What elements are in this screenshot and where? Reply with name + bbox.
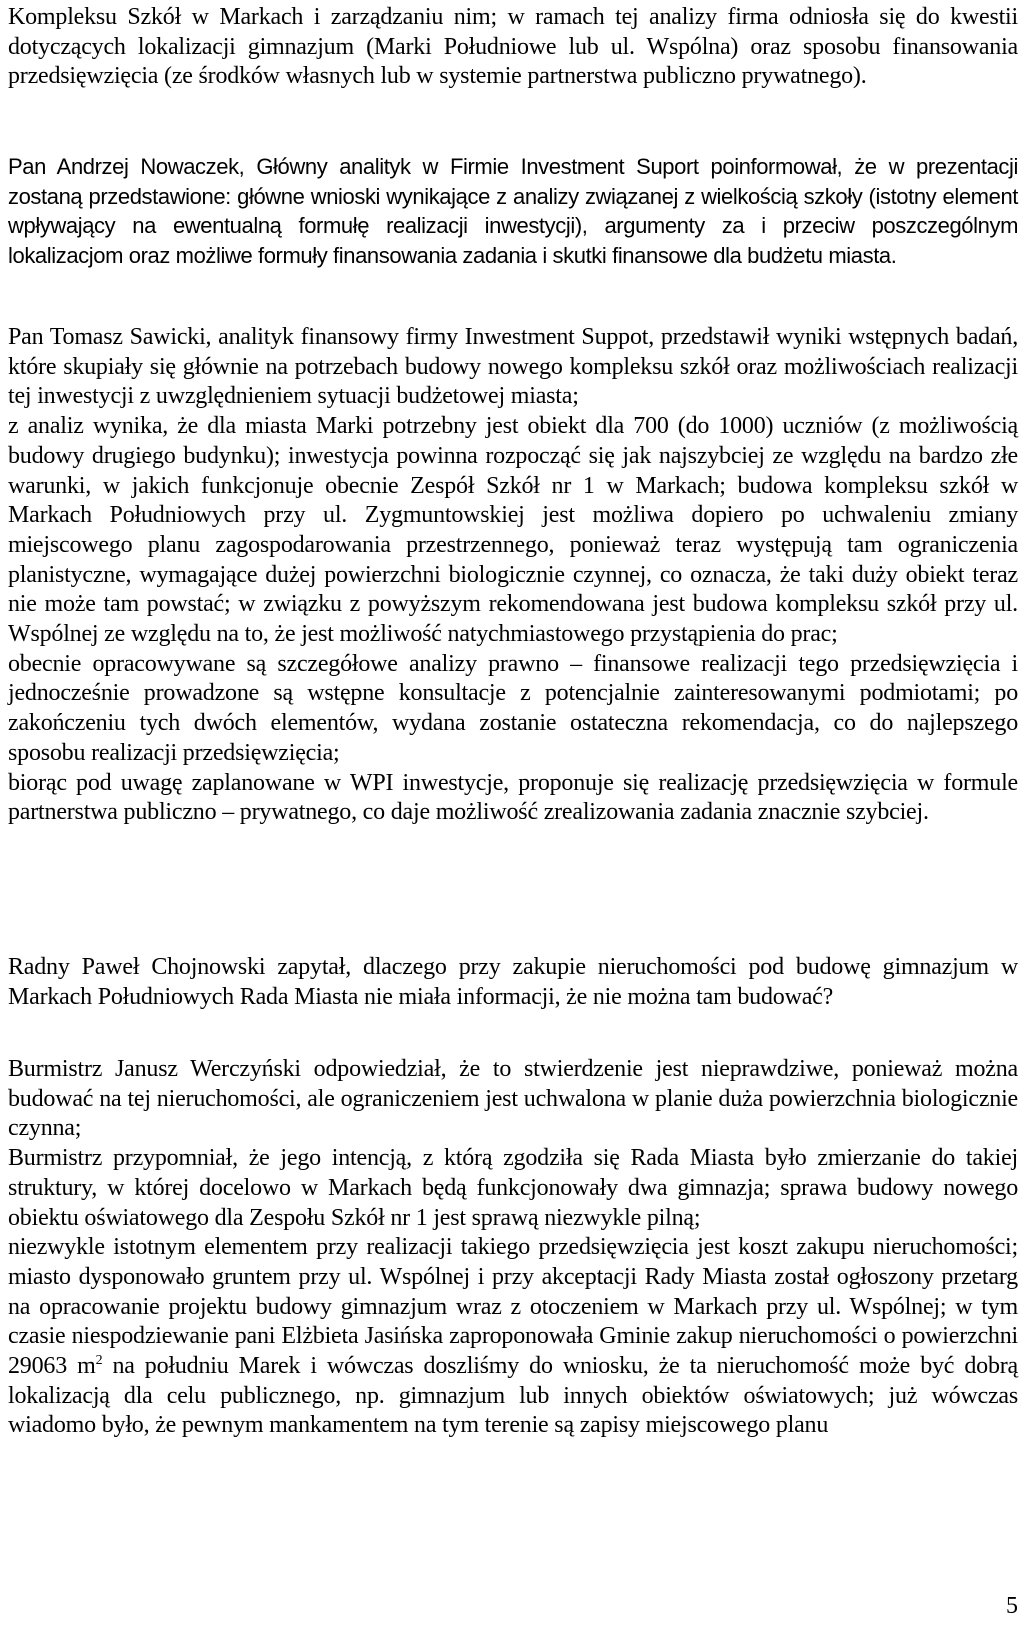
sawicki-line: obecnie opracowywane są szczegółowe analizy prawno – finansowe realizacji tego przedsięwzięcia i jednocześnie prowadzone są wstępne konsultacje z potencjalnie zainteresowanymi podmiotami; po zakończeniu tych dwóch elementów, wydana zostanie ostateczna rekomendacja, co do najlepszego sposobu realizacji przedsięwzięcia; [8,650,1018,766]
paragraph-sawicki [8,323,1018,828]
page-number: 5 [1006,1593,1018,1619]
burmistrz-line [8,1233,1018,1441]
sawicki-line: biorąc pod uwagę zaplanowane w WPI inwestycje, proponuje się realizację przedsięwzięcia w formule partnerstwa publiczno – prywatnego, co daje możliwość zrealizowania zadania znacznie szybciej. [8,769,1018,826]
sawicki-line: Pan Tomasz Sawicki, analityk finansowy firmy Inwestment Suppot, przedstawił wyniki wstępnych badań, które skupiały się głównie na potrzebach budowy nowego kompleksu szkół oraz możliwościach realizacji tej inwestycji z uwzględnieniem sytuacji budżetowej miasta; [8,324,1018,410]
paragraph-burmistrz [8,1055,1018,1441]
burmistrz-line: Burmistrz Janusz Werczyński odpowiedział, że to stwierdzenie jest nieprawdziwe, ponieważ można budować na tej nieruchomości, ale ograniczeniem jest uchwalona w planie duża powierzchnia biologicznie czynna; [8,1056,1018,1142]
paragraph-chojnowski: Radny Paweł Chojnowski zapytał, dlaczego przy zakupie nieruchomości pod budowę gimnazjum w Markach Południowych Rada Miasta nie miała informacji, że nie można tam budować? [8,954,1018,1010]
paragraph-nowaczek: Pan Andrzej Nowaczek, Główny analityk w Firmie Investment Suport poinformował, że w prezentacji zostaną przedstawione: główne wnioski wynikające z analizy związanej z wielkością szkoły (istotny element wpływający na ewentualną formułę realizacji inwestycji), argumenty za i przeciw poszczególnym lokalizacjom oraz możliwe formuły finansowania zadania i skutki finansowe dla budżetu miasta. [8,154,1018,268]
burmistrz-line: Burmistrz przypomniał, że jego intencją, z którą zgodziła się Rada Miasta było zmierzanie do takiej struktury, w której docelowo w Markach będą funkcjonowały dwa gimnazja; sprawa budowy nowego obiektu oświatowego dla Zespołu Szkół nr 1 jest sprawą niezwykle pilną; [8,1145,1018,1231]
burmistrz-text-part: niezwykle istotnym elementem przy realizacji takiego przedsięwzięcia jest koszt zakupu nieruchomości; miasto dysponowało gruntem przy ul. Wspólnej i przy akceptacji Rady Miasta został ogłoszony przetarg na opracowanie projektu budowy gimnazjum wraz z otoczeniem w Markach przy ul. Wspólnej; w tym czasie niespodziewanie pani Elżbieta Jasińska zaproponowała Gminie zakup nieruchomości o powierzchni 29063 m [8,1234,1018,1380]
superscript-two: 2 [95,1353,103,1369]
paragraph-intro: Kompleksu Szkół w Markach i zarządzaniu nim; w ramach tej analizy firma odniosła się do kwestii dotyczących lokalizacji gimnazjum (Marki Południowe lub ul. Wspólna) oraz sposobu finansowania przedsięwzięcia (ze środków własnych lub w systemie partnerstwa publiczno prywatnego). [8,4,1018,90]
burmistrz-text-part: na południu Marek i wówczas doszliśmy do wniosku, że ta nieruchomość może być dobrą lokalizacją dla celu publicznego, np. gimnazjum lub innych obiektów oświatowych; już wówczas wiadomo było, że pewnym mankamentem na tym terenie są zapisy miejscowego planu [8,1353,1018,1439]
sawicki-line: z analiz wynika, że dla miasta Marki potrzebny jest obiekt dla 700 (do 1000) uczniów (z możliwością budowy drugiego budynku); inwestycja powinna rozpocząć się jak najszybciej ze względu na bardzo złe warunki, w jakich funkcjonuje obecnie Zespół Szkół nr 1 w Markach; budowa kompleksu szkół w Markach Południowych przy ul. Zygmuntowskiej jest możliwa dopiero po uchwaleniu zmiany miejscowego planu zagospodarowania przestrzennego, ponieważ teraz występują tam ograniczenia planistyczne, wymagające dużej powierzchni biologicznie czynnej, co oznacza, że taki duży obiekt teraz nie może tam powstać; w związku z powyższym rekomendowana jest budowa kompleksu szkół przy ul. Wspólnej ze względu na to, że jest możliwość natychmiastowego przystąpienia do prac; [8,413,1018,648]
